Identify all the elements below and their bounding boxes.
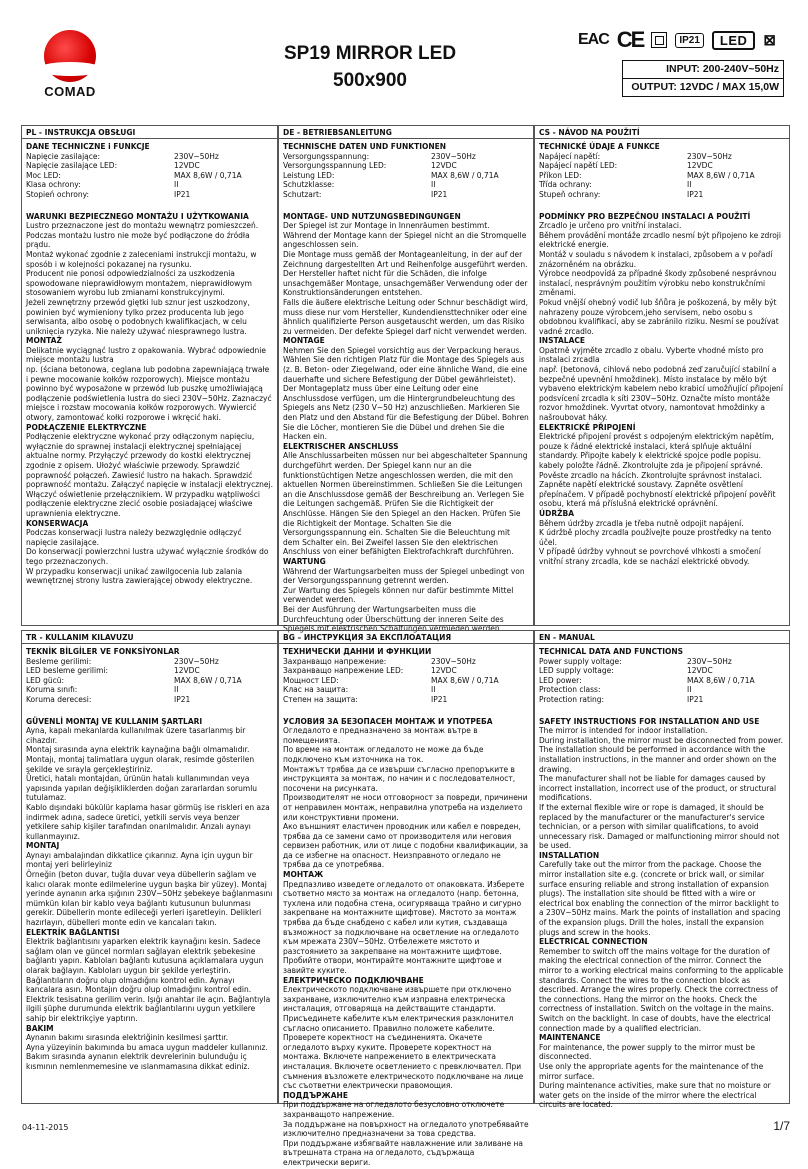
paragraph: Podczas montażu lustro nie może być podłączone do źródła prądu. [26, 230, 250, 250]
subsection-title: MONTAGE [283, 336, 325, 346]
subsection-title: WARUNKI BEZPIECZNEGO MONTAŻU I UŻYTKOWANIA [26, 211, 249, 221]
spec-label: Koruma sınıfı: [26, 685, 78, 695]
document-date: 04-11-2015 [22, 1123, 69, 1132]
paragraph: Während der Wartungsarbeiten muss der Spiegel unbedingt von der Versorgungsspannung getrennt werden. [283, 566, 525, 586]
paragraph: Üretici, hatalı montajdan, ürünün hatalı kullanımından veya yapısında yapılan değişikliklerden doğan zararlardan sorumlu tutulamaz. [26, 774, 258, 803]
logo-emblem [44, 30, 96, 82]
section-tr [21, 630, 278, 1104]
paragraph: Montaj sırasında ayna elektrik kaynağına bağlı olmamalıdır. [26, 745, 250, 755]
spec-row [26, 152, 273, 162]
subsection-title: ЕЛЕКТРИЧЕСКО ПОДКЛЮЧВАНЕ [283, 975, 424, 985]
spec-value: II [687, 685, 692, 695]
spec-row [26, 695, 273, 705]
paragraph: Zur Wartung des Spiegels können nur dafür bestimmte Mittel verwendet werden. [283, 585, 514, 605]
spec-label: Napięcie zasilające LED: [26, 161, 118, 171]
weee-bin-icon: ⊠ [763, 32, 776, 49]
spec-label: Versorgungsspannung: [283, 151, 370, 161]
spec-label: LED gücü: [26, 675, 64, 685]
paragraph: Örneğin (beton duvar, tuğla duvar veya dübellerin sağlam ve kalıcı olarak monte edilmelerine uygun başka bir yüzey). Montaj yerinde aynanın arka ışığının 230V~50Hz şebekeye bağlanmasını mümkün kılan bir kablo veya bağlantı kutusunun bulunması gerekir. Dübellerin monte edileceği yerleri işaretleyin. Delikleri hazırlayın, dübelleri monte edin ve kancaları takın. [26, 870, 273, 928]
subsection-title: SAFETY INSTRUCTIONS FOR INSTALLATION AND USE [539, 716, 760, 726]
spec-label: Protection class: [539, 685, 601, 695]
spec-label: Třída ochrany: [539, 180, 592, 190]
spec-value: 12VDC [687, 161, 713, 171]
paragraph: Die Montage muss gemäß der Montageanleitung, in der auf der Zeichnung dargestellten Art und Reihenfolge ausgeführt werden. [283, 249, 528, 269]
paragraph: Alle Anschlussarbeiten müssen nur bei abgeschalteter Spannung durchgeführt werden. Der Spiegel kann nur an die funktionstüchtigen Netze angeschlossen werden, die mit den aktuellen Normen übereinstimmen. Schließen Sie die Leitungen an die Anschlussdose gemäß der Beschreibung an. Verlegen Sie die Leitungen sachgemäß. Prüfen Sie die Richtigkeit der Anschlüsse. Hängen Sie den Spiegel an den Hacken. Prüfen Sie die Richtigkeit der Montage. Schalten Sie die Versorgungsspannung ein. Schalten Sie die Beleuchtung mit dem Schalter ein. Bei Zweifel lassen Sie den elektrischen Anschluss von einer befähigten Elektrofachkraft durchführen. [283, 451, 528, 557]
spec-label: Leistung LED: [283, 170, 335, 180]
paragraph: Do konserwacji powierzchni lustra używać wyłącznie środków do tego przeznaczonych. [26, 547, 269, 566]
spec-label: Мощност LED: [283, 675, 339, 685]
spec-row [539, 676, 785, 686]
section-heading: EN - MANUAL [535, 631, 789, 644]
certification-marks [578, 28, 776, 52]
subsection-title: ELEKTRICKÉ PŘIPOJENÍ [539, 422, 636, 432]
section-pl [21, 125, 278, 626]
spec-label: Schutzart: [283, 189, 322, 199]
spec-value: MAX 8,6W / 0,71A [431, 170, 499, 180]
spec-value: II [174, 180, 179, 190]
spec-title: TECHNISCHE DATEN UND FUNKTIONEN [283, 142, 447, 151]
page-number: 1/7 [773, 1119, 790, 1133]
spec-value: IP21 [431, 189, 448, 199]
section-heading: BG – ИНСТРУКЦИЯ ЗА ЕКСПЛОАТАЦИЯ [279, 631, 533, 644]
spec-label: Stupeň ochrany: [539, 189, 601, 199]
spec-value: 230V~50Hz [431, 151, 476, 161]
paragraph: Podczas konserwacji lustra należy bezwzględnie odłączyć napięcie zasilające. [26, 528, 242, 547]
paragraph: Монтажът трябва да се извърши съгласно препоръките в инструкцията за монтаж, по начин и с последователност, посочени на рисунката. [283, 764, 516, 793]
spec-label: LED supply voltage: [539, 666, 614, 676]
spec-title: TECHNICKÉ ÚDAJE A FUNKCE [539, 142, 660, 151]
paragraph: Nehmen Sie den Spiegel vorsichtig aus der Verpackung heraus. Wählen Sie den richtigen Platz für die Montage des Spiegels aus (z. B. Beton- oder Ziegelwand, oder eine ähnliche Wand, die eine dauerhafte und sichere Befestigung der Dübel gewährleistet). Der Montageplatz muss über eine Leitung oder eine Anschlussdose verfügen, um die Hintergrundbeleuchtung des Spiegels ans Netz (230 V~50 Hz) anzuschließen. Markieren Sie den Platz und den Abstand für die Befestigung der Dübel. Bohren Sie die Löcher, montieren Sie die Dübel und drehen Sie die Hacken ein. [283, 345, 529, 442]
spec-label: Příkon LED: [539, 170, 582, 180]
subsection-title: ÚDRŽBA [539, 508, 575, 518]
output-rating: OUTPUT: 12VDC / MAX 15,0W [623, 78, 783, 96]
spec-row [283, 695, 529, 705]
subsection-title: МОНТАЖ [283, 870, 324, 880]
spec-label: Schutzklasse: [283, 180, 335, 190]
spec-title: DANE TECHNICZNE i FUNKCJE [26, 142, 150, 151]
paragraph: Během provádění montáže zrcadlo nesmí být připojeno ke zdroji elektrické energie. [539, 230, 781, 250]
spec-row [539, 666, 785, 676]
spec-value: MAX 8,6W / 0,71A [687, 675, 755, 685]
section-body [279, 139, 533, 636]
ip-rating-badge: IP21 [675, 33, 704, 48]
section-heading: TR - KULLANIM KILAVUZU [22, 631, 277, 644]
logo-text: COMAD [44, 84, 96, 99]
spec-value: IP21 [687, 694, 704, 704]
spec-row [283, 180, 529, 190]
spec-title: TEKNİK BİLGİLER VE FONKSİYONLAR [26, 647, 180, 656]
section-body [279, 644, 533, 1169]
paragraph: Während der Montage kann der Spiegel nicht an die Stromquelle angeschlossen sein. [283, 230, 527, 250]
paragraph: Pokud vnější ohebný vodič lub šňůra je poškozená, by měly být nahrazeny pouze výrobcem,jeho servisem, nebo osobu s obdobnou kvalifikací, aby se zabránilo riziku. Nesmí se používat vadné zrcadlo. [539, 297, 779, 336]
spec-label: Захранващо напрежение LED: [283, 666, 404, 676]
paragraph: W przypadku konserwacji unikać zawilgocenia lub zalania wewnętrznej strony lustra zawierającej obwody elektryczne. [26, 566, 253, 586]
spec-label: Protection rating: [539, 694, 605, 704]
spec-value: 12VDC [174, 666, 200, 676]
paragraph: Montajı, montaj talimatlara uygun olarak, resimde gösterilen şekilde ve sırayla gerçekleştiriniz. [26, 754, 255, 774]
paragraph: Bei der Ausführung der Wartungsarbeiten muss die Durchfeuchtung oder Überschüttung der inneren Seite des Spiegels mit elektrischen Schaltungen vermieden werden. [283, 604, 504, 634]
paragraph: Remember to switch off the mains voltage for the duration of making the electrical connection of the mirror. Connect the mirror to a working electrical mains conforming to the applicable standards. Connect the wires to the connection block as described. Arrange the wires properly. Check the correctness of the connections. Hang the mirror on the hooks. Check the correctness of installation. Switch on the voltage in the mains. Switch on the backlight. In case of doubts, have the electrical connection made by a qualified electrician. [539, 946, 784, 1033]
spec-value: MAX 8,6W / 0,71A [174, 675, 242, 685]
spec-value: MAX 8,6W / 0,71A [174, 170, 242, 180]
subsection-title: MAINTENANCE [539, 1033, 601, 1043]
paragraph: Kablo dışındaki bükülür kaplama hasar görmüş ise riskleri en aza indirmek adına, sadece üretici, yetkili servis veya benzer yetkilere sahip kişiler tarafından onarılmalıdır. Arızalı aynayı kullanmayınız. [26, 802, 270, 841]
paragraph: The mirror is intended for indoor installation. [539, 726, 708, 736]
paragraph: Ayna, kapalı mekanlarda kullanılmak üzere tasarlanmış bir cihazdır. [26, 726, 246, 745]
spec-row [283, 161, 529, 171]
spec-value: 12VDC [431, 666, 457, 676]
spec-label: Napájecí napětí: [539, 151, 601, 161]
paragraph: The manufacturer shall not be liable for damages caused by incorrect installation, incorrect use of the product, or structural modifications. [539, 774, 777, 803]
spec-label: Napájecí napětí LED: [539, 161, 618, 171]
spec-value: 230V~50Hz [174, 151, 219, 161]
spec-row [283, 676, 529, 686]
spec-value: 230V~50Hz [687, 151, 732, 161]
spec-label: Napięcie zasilające: [26, 151, 101, 161]
paragraph: Během údržby zrcadla je třeba nutně odpojit napájení. [539, 518, 744, 528]
subsection-title: BAKIM [26, 1023, 54, 1033]
spec-label: Power supply voltage: [539, 656, 622, 666]
spec-label: Moc LED: [26, 170, 61, 180]
ce-mark-icon: CE [616, 27, 644, 52]
paragraph: For maintenance, the power supply to the mirror must be disconnected. [539, 1042, 755, 1062]
subsection-title: WARTUNG [283, 556, 326, 566]
subsection-title: ELEKTRİK BAĞLANTISI [26, 927, 120, 937]
paragraph: Carefully take out the mirror from the package. Choose the mirror installation site e.g. (concrete or brick wall, or similar surface ensuring reliable and strong installation of expansion plugs). The installation site should be fitted with a wire or electrical box enabling the connection of the mirror backlight to a 230V~50Hz mains. Mark the points of installation and spacing of the expansion plugs. Drill the holes, install the expansion plugs and screw in the hooks. [539, 860, 781, 937]
paragraph: За поддържане на повърхност на огледалото употребявайте изключително предназначени за това средства. [283, 1119, 529, 1139]
paragraph: If the external flexible wire or rope is damaged, it should be replaced by the manufacturer or the manufacturer's service technician, or a person with similar qualifications, to avoid unnecessary risk. Damaged or malfunctioning mirror should not be used. [539, 802, 780, 851]
spec-row [539, 685, 785, 695]
spec-row [283, 657, 529, 667]
subsection-title: MONTAŻ [26, 336, 62, 346]
paragraph: Zrcadlo je určeno pro vnitřní instalaci. [539, 221, 682, 231]
spec-label: Klasa ochrony: [26, 180, 81, 190]
paragraph: V případě údržby vyhnout se povrchové vlhkosti a smočení vnitřní strany zrcadla, kde se nachází elektrické obvody. [539, 547, 761, 566]
spec-label: Степен на защита: [283, 694, 358, 704]
eac-mark-icon: EAC [578, 31, 609, 48]
paragraph: During maintenance activities, make sure that no moisture or water gets on the inside of the mirror where the electrical circuits are located. [539, 1081, 771, 1110]
section-body [22, 139, 277, 588]
spec-row [26, 171, 273, 181]
paragraph: По време на монтаж огледалото не може да бъде подключено към източника на ток. [283, 745, 484, 764]
spec-title: TECHNICAL DATA AND FUNCTIONS [539, 647, 684, 656]
paragraph: Opatrně vyjměte zrcadlo z obalu. Vyberte vhodné místo pro instalaci zrcadla [539, 345, 764, 365]
spec-value: 12VDC [687, 666, 713, 676]
subsection-title: KONSERWACJA [26, 518, 89, 528]
paragraph: Montáž v souladu s návodem k instalaci, způsobem a v pořadí znázorněném na obrázku. [539, 249, 773, 269]
spec-label: Клас на защита: [283, 685, 349, 695]
paragraph: np. (ściana betonowa, ceglana lub podobna zapewniającą trwałe i pewne mocowanie kołków rozporowych). Miejsce montażu powinno być wyposażone w przewód lub puszkę umożliwiającą podłączenie podświetlenia lustra do sieci 230V~50Hz. Zaznaczyć miejsce i rozstaw mocowania kołków rozporowych. Wywiercić otwory, zamontować kołki rozporowe i wkręcić haki. [26, 365, 272, 423]
spec-row [283, 152, 529, 162]
spec-row [539, 180, 785, 190]
paragraph: The installation should be performed in accordance with the installation instructions, in the manner and order shown on the drawing. [539, 745, 777, 774]
section-body [535, 139, 789, 569]
brand-logo [38, 30, 102, 99]
spec-label: LED power: [539, 675, 582, 685]
spec-value: 230V~50Hz [431, 656, 476, 666]
subsection-title: ELEKTRISCHER ANSCHLUSS [283, 441, 399, 451]
spec-value: IP21 [431, 694, 448, 704]
spec-label: Versorgungsspannung LED: [283, 161, 387, 171]
spec-label: Stopień ochrony: [26, 189, 90, 199]
spec-value: 230V~50Hz [174, 656, 219, 666]
spec-value: 12VDC [174, 161, 200, 171]
paragraph: K údržbě plochy zrcadla používejte pouze prostředky na tento účel. [539, 528, 772, 547]
spec-value: IP21 [174, 189, 191, 199]
title-line-2: 500x900 [333, 70, 407, 91]
subsection-title: GÜVENLİ MONTAJ VE KULLANIM ŞARTLARI [26, 716, 203, 726]
paragraph: Delikatnie wyciągnąć lustro z opakowania. Wybrać odpowiednie miejsce montażu lustra [26, 345, 266, 365]
spec-value: MAX 8,6W / 0,71A [431, 675, 499, 685]
subsection-title: УСЛОВИЯ ЗА БЕЗОПАСЕН МОНТАЖ И УПОТРЕБА [283, 716, 493, 726]
spec-row [283, 190, 529, 200]
electrical-ratings [622, 60, 784, 97]
spec-label: Koruma derecesi: [26, 694, 92, 704]
paragraph: Der Spiegel ist zur Montage in Innenräumen bestimmt. [283, 221, 490, 231]
paragraph: Bakım sırasında aynanın elektrik devrelerinin bulunduğu iç kısmının nemlenmemesine ve ıslanmamasına dikkat ediniz. [26, 1052, 250, 1071]
paragraph: При поддържане на огледалото безусловно отключете захранващото напрежение. [283, 1100, 505, 1119]
spec-row [539, 190, 785, 200]
class-ii-icon [651, 32, 667, 48]
paragraph: Aynanın bakımı sırasında elektriğinin kesilmesi şarttır. [26, 1033, 229, 1043]
led-badge: LED [712, 31, 756, 50]
section-cs [534, 125, 790, 626]
spec-value: II [174, 685, 179, 695]
product-title [260, 40, 480, 94]
spec-label: Besleme gerilimi: [26, 656, 92, 666]
spec-label: Захранващо напрежение: [283, 656, 387, 666]
spec-value: MAX 8,6W / 0,71A [687, 170, 755, 180]
section-heading: PL - INSTRUKCJA OBSŁUGI [22, 126, 277, 139]
paragraph: Огледалото е предназначено за монтаж вътре в помещенията. [283, 726, 478, 745]
paragraph: Montaż wykonać zgodnie z zaleceniami instrukcji montażu, w sposób i w kolejności pokazanej na rysunku. [26, 249, 257, 269]
spec-row [283, 666, 529, 676]
subsection-title: ПОДДЪРЖАНЕ [283, 1090, 348, 1100]
section-heading: DE - BETRIEBSANLEITUNG [279, 126, 533, 139]
spec-value: II [431, 685, 436, 695]
paragraph: Lustro przeznaczone jest do montażu wewnątrz pomieszczeń. [26, 221, 259, 231]
spec-row [26, 657, 273, 667]
spec-row [283, 685, 529, 695]
spec-value: 12VDC [431, 161, 457, 171]
spec-row [26, 161, 273, 171]
spec-row [539, 695, 785, 705]
section-de [278, 125, 534, 634]
spec-row [26, 666, 273, 676]
paragraph: Aynayı ambalajından dikkatlice çıkarınız. Ayna için uygun bir montaj yeri belirleyiniz [26, 850, 253, 870]
paragraph: Jeżeli zewnętrzny przewód giętki lub sznur jest uszkodzony, powinien być wymieniony tylko przez producenta lub jego serwisanta, albo osobę o podobnych kwalifikacjach, w celu uniknięcia ryzyka. Nie należy używać niesprawnego lustra. [26, 297, 250, 336]
section-bg [278, 630, 534, 1167]
spec-row [283, 171, 529, 181]
spec-value: 230V~50Hz [687, 656, 732, 666]
spec-row [26, 190, 273, 200]
subsection-title: INSTALACE [539, 336, 586, 346]
subsection-title: INSTALLATION [539, 850, 600, 860]
section-heading: CS - NÁVOD NA POUŽITÍ [535, 126, 789, 139]
section-body [22, 644, 277, 1074]
paragraph: Ayna yüzeyinin bakımında bu amaca uygun maddeler kullanınız. [26, 1042, 268, 1052]
paragraph: При поддържане избягвайте навлажнение или заливане на вътрешната страна на огледалото, съдържаща електрически вериги. [283, 1138, 523, 1167]
spec-value: II [431, 180, 436, 190]
paragraph: Производителят не носи отговорност за повреди, причинени от неправилен монтаж, неправилна употреба на изделието или конструктивни промени. [283, 793, 528, 822]
spec-row [539, 657, 785, 667]
spec-label: LED besleme gerilimi: [26, 666, 108, 676]
paragraph: Use only the appropriate agents for the maintenance of the mirror surface. [539, 1061, 764, 1081]
section-en [534, 630, 790, 1110]
spec-value: II [687, 180, 692, 190]
paragraph: např. (betonová, cihlová nebo podobná zeď zaručující stabilní a bezpečné upevnění hmoždinek). Místo instalace by mělo být vybaveno elektrickým kabelem nebo krabicí umožňující připojení podsvícení zrcadla k síti 230V~50Hz. Označte místo montáže rozvor hmoždinek. Vyvrtat otvory, namontovat hmoždinky a našroubovat háky. [539, 365, 783, 423]
spec-row [539, 152, 785, 162]
spec-row [26, 676, 273, 686]
section-body [535, 644, 789, 1112]
paragraph: Електрическото подключване извършете при отключено захранване, изключително към изправна електрическа инсталация, отговаряща на действащите стандарти. Присъединете кабелите към електрическия разклонител съгласно описанието. Правилно положете кабелите. Проверете коректност на съединенията. Окачете огледалото върху куките. Проверете коректност на монтажа. Включете напрежението в електрическата инсталация. Включете осветлението с превключвател. При съмнения възложете електрическото подключване на лице със съответни електрически правомощия. [283, 985, 524, 1091]
paragraph: During installation, the mirror must be disconnected from power. [539, 735, 783, 745]
spec-row [26, 180, 273, 190]
paragraph: Producent nie ponosi odpowiedzialności za uszkodzenia spowodowane nieprawidłowym montażem, nieprawidłowym stosowaniem wyrobu lub zmianami konstrukcyjnymi. [26, 269, 252, 298]
paragraph: Výrobce neodpovídá za případné škody způsobené nesprávnou instalací, nesprávným použitím výrobku nebo konstrukčními změnami. [539, 269, 777, 298]
spec-row [26, 685, 273, 695]
input-rating: INPUT: 200-240V~50Hz [666, 63, 779, 75]
paragraph: Podłączenie elektryczne wykonać przy odłączonym napięciu, wyłącznie do sprawnej instalacji elektrycznej spełniającej aktualne normy. Przyłączyć przewody do kostki elektrycznej zgodnie z opisem. Ułożyć właściwie przewody. Sprawdzić poprawność połączeń. Zawiesić lustro na hakach. Sprawdzić poprawność montażu. Załączyć napięcie w instalacji elektrycznej. Włączyć oświetlenie przełącznikiem. W przypadku wątpliwości podłączenie elektryczne zlecić osobie posiadającej właściwe uprawnienia elektryczne. [26, 432, 273, 518]
paragraph: Предпазливо изведете огледалото от опаковката. Изберете съответно място за монтаж на огледалото (напр. бетонна, тухлена или подобна стена, осигуряваща трайно и сигурно закрепване на монтажните щифтове). Мястото за монтаж трябва да бъде снабдено с кабел или кутия, създаваща възможност за подключване на осветление на огледалото към мрежата 230V~50Hz. Отбележете мястото и разстоянието за закрепване на монтажните щифтове. Пробийте отвори, монтирайте монтажните щифтове и завийте куките. [283, 879, 525, 975]
subsection-title: MONTAJ [26, 841, 60, 851]
paragraph: Elektrik bağlantısını yaparken elektrik kaynağını kesin. Sadece sağlam olan ve güncel normları sağlayan elektrik şebekesine bağlantı yapın. Kabloları bağlantı kutusuna açıklamalara uygun olarak bağlayın. Kabloları uygun bir şekilde yerleştirin. Bağlantıların doğru olup olmadığını kontrol edin. Aynayı kancalara asın. Montajın doğru olup olmadığını kontrol edin. Elektrik tesisatına gerilim verin. Işığı anahtar ile açın. Bağlantıyla ilgili şüphe durumunda elektrik bağlantılarını uygun yetkilere sahip bir elektrikçiye yaptırın. [26, 937, 271, 1023]
paragraph: Elektrické připojení provést s odpojeným elektrickým napětím, pouze k řádné elektrické instalaci, která splňuje aktuální standardy. Připojte kabely k elektrické spojce podle popisu. kabely položte řádně. Zkontrolujte zda je připojení správné. Pověste zrcadlo na hácích. Zkontrolujte správnost instalaci. Zapněte napětí elektrické soustavy. Zapněte osvětlení přepínačem. V případě pochybností elektrické připojení pověřit osobu, která má příslušná elektrické oprávnění. [539, 432, 776, 509]
spec-title: ТЕХНИЧЕСКИ ДАННИ И ФУНКЦИИ [283, 647, 432, 656]
paragraph: Der Hersteller haftet nicht für die Schäden, die infolge unsachgemäßer Montage, unsachgemäßer Verwendung oder der Konstruktionsänderungen entstehen. [283, 269, 528, 298]
subsection-title: PODMÍNKY PRO BEZPEČNOU INSTALACI A POUŽITÍ [539, 211, 751, 221]
spec-row [539, 161, 785, 171]
subsection-title: ELECTRICAL CONNECTION [539, 937, 648, 947]
spec-value: IP21 [687, 189, 704, 199]
paragraph: Falls die äußere elektrische Leitung oder Schnur beschädigt wird, muss diese nur vom Hersteller, Kundendiensttechniker oder eine ähnlich qualifizierte Person ausgetauscht werden, um das Risiko zu vermeiden. Der defekte Spiegel darf nicht verwendet werden. [283, 297, 529, 336]
title-line-1: SP19 MIRROR LED [283, 43, 457, 64]
subsection-title: PODŁĄCZENIE ELEKTRYCZNE [26, 422, 147, 432]
spec-value: IP21 [174, 694, 191, 704]
subsection-title: MONTAGE- UND NUTZUNGSBEDINGUNGEN [283, 211, 461, 221]
spec-row [539, 171, 785, 181]
paragraph: Ако външният еластичен проводник или кабел е повреден, трябва да се замени само от производителя или неговия сервизен работник, или от лице с подобни квалификации, за да се избегне на опасност. Неизправното огледало не трябва да се употребява. [283, 822, 529, 870]
